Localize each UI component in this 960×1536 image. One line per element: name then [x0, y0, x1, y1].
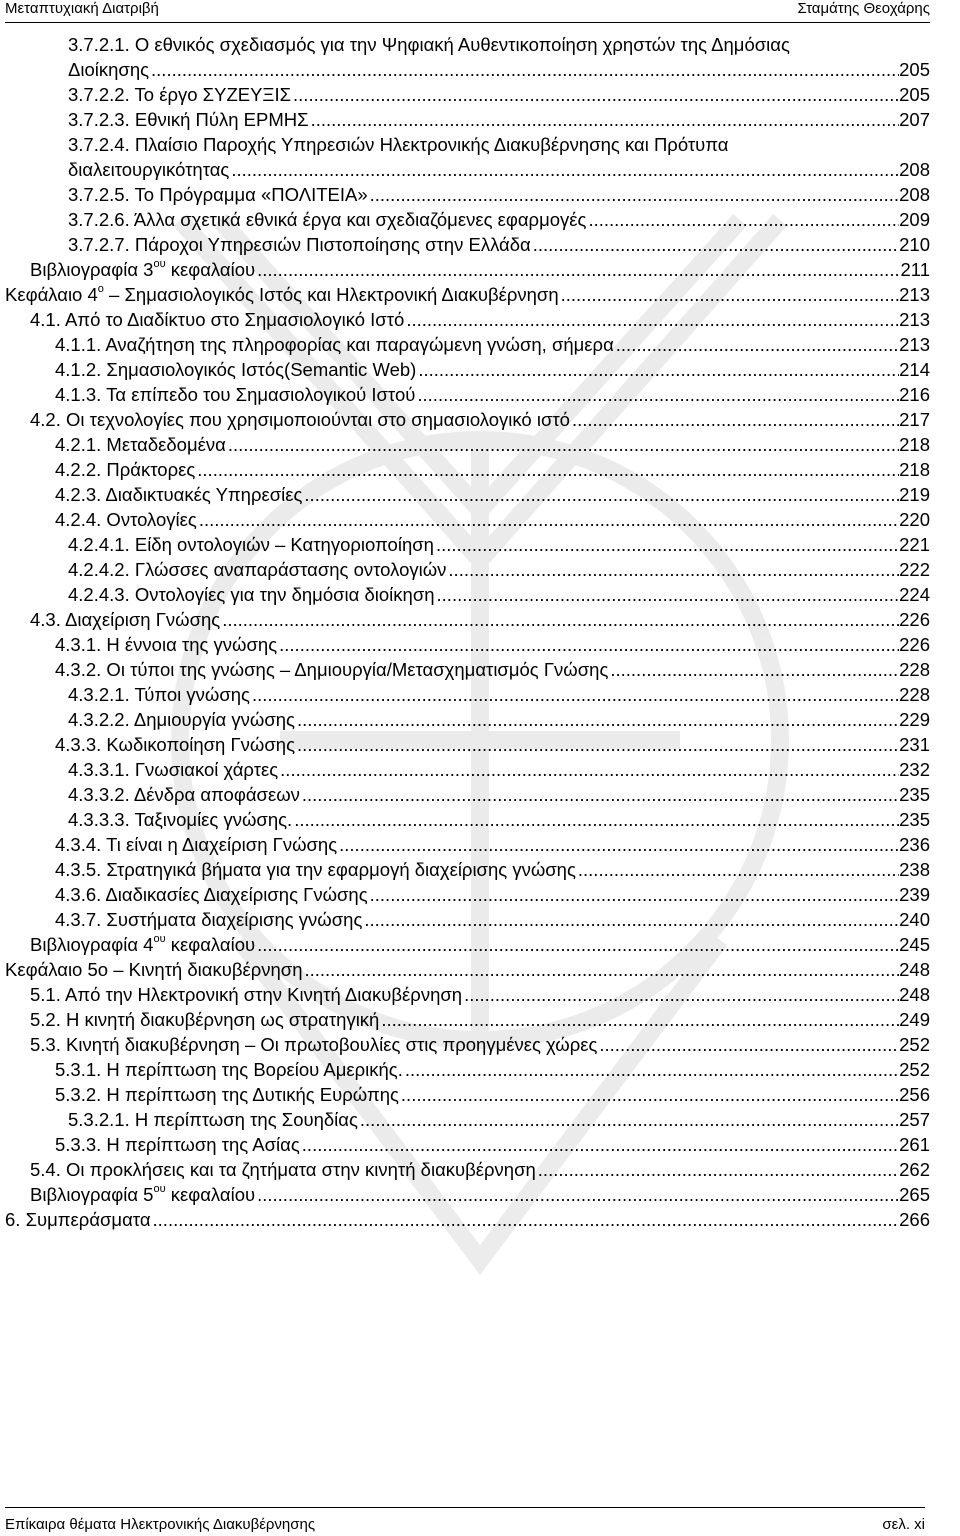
toc-entry-title: 5.3.3. Η περίπτωση της Ασίας: [55, 1134, 300, 1155]
toc-page-number: 235: [899, 784, 930, 805]
toc-entry-title: 5.3.1. Η περίπτωση της Βορείου Αμερικής.: [55, 1059, 403, 1080]
toc-page-number: 210: [899, 234, 930, 255]
toc-entry-title: 4.3.3.3. Ταξινομίες γνώσης.: [68, 809, 293, 830]
leader-dots: [339, 833, 899, 857]
page-footer: [5, 1507, 925, 1534]
toc-entry[interactable]: [68, 808, 930, 832]
toc-entry[interactable]: [55, 1133, 930, 1157]
toc-page-number: 221: [899, 534, 930, 555]
toc-page-number: 213: [899, 334, 930, 355]
toc-entry[interactable]: [55, 1058, 930, 1082]
leader-dots: [360, 1108, 899, 1132]
toc-entry[interactable]: [30, 983, 930, 1007]
toc-page-number: 213: [899, 309, 930, 330]
toc-entry[interactable]: [55, 908, 930, 932]
toc-page-number: 265: [899, 1184, 930, 1205]
toc-page-number: 266: [899, 1209, 930, 1230]
toc-entry[interactable]: [68, 133, 930, 157]
toc-page-number: 228: [899, 684, 930, 705]
leader-dots: [294, 808, 899, 832]
toc-page-number: 261: [899, 1134, 930, 1155]
leader-dots: [381, 1008, 899, 1032]
toc-entry[interactable]: [68, 158, 930, 182]
leader-dots: [437, 583, 900, 607]
toc-entry[interactable]: [30, 1158, 930, 1182]
toc-page-number: 231: [899, 734, 930, 755]
toc-entry[interactable]: [30, 608, 930, 632]
page-header: [5, 0, 930, 23]
toc-entry-title: 4.2. Οι τεχνολογίες που χρησιμοποιούνται στο σημασιολογικό ιστό: [30, 409, 570, 430]
toc-entry[interactable]: [55, 883, 930, 907]
toc-page-number: 257: [899, 1109, 930, 1130]
leader-dots: [572, 408, 899, 432]
toc-page-number: 252: [899, 1034, 930, 1055]
toc-entry[interactable]: [55, 433, 930, 457]
toc-page-number: 224: [899, 584, 930, 605]
leader-dots: [302, 1133, 899, 1157]
toc-entry-title: 3.7.2.3. Εθνική Πύλη ΕΡΜΗΣ: [68, 109, 309, 130]
toc-entry-title: 5.1. Από την Ηλεκτρονική στην Κινητή Διακυβέρνηση: [30, 984, 463, 1005]
leader-dots: [153, 1208, 900, 1232]
toc-entry-title: 4.2.4.3. Οντολογίες για την δημόσια διοίκηση: [68, 584, 435, 605]
leader-dots: [370, 883, 899, 907]
toc-page-number: 248: [899, 959, 930, 980]
toc-entry[interactable]: [68, 583, 930, 607]
toc-page-number: 240: [899, 909, 930, 930]
toc-page-number: 208: [899, 184, 930, 205]
toc-page-number: 226: [899, 634, 930, 655]
leader-dots: [417, 383, 899, 407]
toc-page-number: 207: [899, 109, 930, 130]
leader-dots: [231, 158, 899, 182]
toc-entry-title: 4.3.2. Οι τύποι της γνώσης – Δημιουργία/Μετασχηματισμός Γνώσης: [55, 659, 609, 680]
toc-entry[interactable]: [55, 333, 930, 357]
toc-entry-title: Βιβλιογραφία $4^{o\upsilon}$ κεφαλαίου: [30, 933, 256, 955]
toc-entry[interactable]: [68, 758, 930, 782]
toc-entry-title: 4.2.2. Πράκτορες: [55, 459, 196, 480]
toc-entry[interactable]: [55, 508, 930, 532]
toc-entry-title: 4.3.7. Συστήματα διαχείρισης γνώσης: [55, 909, 363, 930]
leader-dots: [418, 358, 899, 382]
leader-dots: [533, 233, 899, 257]
leader-dots: [406, 308, 899, 332]
footer-title: Επίκαιρα θέματα Ηλεκτρονικής Διακυβέρνησης: [5, 1516, 316, 1533]
toc-entry-title: 4.3. Διαχείριση Γνώσης: [30, 609, 221, 630]
leader-dots: [588, 208, 899, 232]
toc-entry-title: 4.2.4.1. Είδη οντολογιών – Κατηγοριοποίηση: [68, 534, 434, 555]
toc-entry-title: 4.1.3. Τα επίπεδο του Σημασιολογικού Ιστού: [55, 384, 416, 405]
toc-entry-title: 4.3.5. Στρατηγικά βήματα για την εφαρμογή διαχείρισης γνώσης: [55, 859, 576, 880]
toc-entry[interactable]: [68, 533, 930, 557]
toc-entry-title: 5.3. Κινητή διακυβέρνηση – Οι πρωτοβουλίες στις προηγμένες χώρες: [30, 1034, 598, 1055]
toc-entry-title: 4.3.2.2. Δημιουργία γνώσης: [68, 709, 295, 730]
toc-entry[interactable]: [55, 633, 930, 657]
toc-entry-title: Βιβλιογραφία $3^{o\upsilon}$ κεφαλαίου: [30, 258, 256, 280]
toc-entry[interactable]: [30, 1008, 930, 1032]
toc-entry[interactable]: [30, 1033, 930, 1057]
toc-entry[interactable]: [68, 1108, 930, 1132]
toc-entry-title: 4.3.3.1. Γνωσιακοί χάρτες: [68, 759, 279, 780]
leader-dots: [436, 533, 899, 557]
toc-entry-title: 4.2.1. Μεταδεδομένα: [55, 434, 226, 455]
toc-page-number: 208: [899, 159, 930, 180]
leader-dots: [302, 783, 899, 807]
toc-entry[interactable]: [55, 458, 930, 482]
leader-dots: [293, 83, 899, 107]
toc-page-number: 235: [899, 809, 930, 830]
toc-entry-title: 3.7.2.2. Το έργο ΣΥΖΕΥΞΙΣ: [68, 84, 292, 105]
toc-entry[interactable]: [68, 708, 930, 732]
toc-entry[interactable]: [68, 33, 930, 57]
toc-page-number: 205: [899, 84, 930, 105]
leader-dots: [197, 458, 899, 482]
toc-entry-title: 4.1.1. Αναζήτηση της πληροφορίας και παραγώμενη γνώση, σήμερα: [55, 334, 614, 355]
toc-page-number: 218: [899, 459, 930, 480]
toc-entry-title: Διοίκησης: [68, 59, 150, 80]
toc-entry-title: διαλειτουργικότητας: [68, 159, 230, 180]
toc-entry[interactable]: [68, 83, 930, 107]
toc-page-number: 219: [899, 484, 930, 505]
toc-page-number: 249: [899, 1009, 930, 1030]
toc-entry[interactable]: [55, 833, 930, 857]
toc-page-number: 232: [899, 759, 930, 780]
toc-page-number: 217: [899, 409, 930, 430]
toc-page-number: 252: [899, 1059, 930, 1080]
toc-entry[interactable]: [55, 1083, 930, 1107]
leader-dots: [297, 708, 899, 732]
leader-dots: [448, 558, 899, 582]
toc-entry[interactable]: [30, 408, 930, 432]
toc-entry-title: 5.3.2.1. Η περίπτωση της Σουηδίας: [68, 1109, 358, 1130]
leader-dots: [304, 483, 899, 507]
leader-dots: [280, 758, 899, 782]
toc-entry-title: 4.3.3.2. Δένδρα αποφάσεων: [68, 784, 300, 805]
leader-dots: [222, 608, 899, 632]
toc-page-number: 209: [899, 209, 930, 230]
toc-entry[interactable]: [30, 258, 930, 282]
toc-entry[interactable]: [68, 683, 930, 707]
leader-dots: [616, 333, 899, 357]
leader-dots: [304, 958, 899, 982]
toc-entry-title: 4.2.3. Διαδικτυακές Υπηρεσίες: [55, 484, 303, 505]
leader-dots: [405, 1058, 899, 1082]
toc-entry-title: 5.3.2. Η περίπτωση της Δυτικής Ευρώπης: [55, 1084, 399, 1105]
footer-page-number: σελ. xi: [882, 1516, 925, 1533]
toc-entry-title: Κεφάλαιο 5ο – Κινητή διακυβέρνηση: [5, 959, 303, 980]
toc-entry-title: 6. Συμπεράσματα: [5, 1209, 151, 1230]
leader-dots: [538, 1158, 899, 1182]
leader-dots: [599, 1033, 899, 1057]
leader-dots: [199, 508, 899, 532]
toc-entry[interactable]: [5, 283, 930, 307]
toc-entry[interactable]: [68, 108, 930, 132]
toc-entry-title: Βιβλιογραφία $5^{o\upsilon}$ κεφαλαίου: [30, 1183, 256, 1205]
toc-page-number: 228: [899, 659, 930, 680]
leader-dots: [257, 933, 899, 957]
toc-entry-title: 4.1. Από το Διαδίκτυο στο Σημασιολογικό Ιστό: [30, 309, 405, 330]
header-author-name: Σταμάτης Θεοχάρης: [797, 0, 930, 17]
toc-page-number: 211: [900, 259, 930, 280]
toc-page-number: 248: [899, 984, 930, 1005]
toc-page-number: 218: [899, 434, 930, 455]
toc-entry[interactable]: [30, 308, 930, 332]
toc-entry-title: 4.3.3. Κωδικοποίηση Γνώσης: [55, 734, 295, 755]
leader-dots: [279, 633, 899, 657]
toc-entry-title: 4.3.4. Τι είναι η Διαχείριση Γνώσης: [55, 834, 338, 855]
toc-entry[interactable]: [55, 858, 930, 882]
toc-page-number: 205: [899, 59, 930, 80]
toc-entry-title: 4.1.2. Σημασιολογικός Ιστός(Semantic Web): [55, 359, 417, 380]
toc-page-number: 216: [899, 384, 930, 405]
toc-page-number: 262: [899, 1159, 930, 1180]
toc-entry-title: 5.4. Οι προκλήσεις και τα ζητήματα στην κινητή διακυβέρνηση: [30, 1159, 536, 1180]
toc-entry[interactable]: [55, 658, 930, 682]
toc-entry[interactable]: [55, 358, 930, 382]
toc-entry[interactable]: [68, 233, 930, 257]
toc-page-number: 245: [899, 934, 930, 955]
leader-dots: [464, 983, 899, 1007]
toc-page-number: 222: [899, 559, 930, 580]
toc-entry[interactable]: [68, 558, 930, 582]
toc-entry-title: 3.7.2.5. Το Πρόγραμμα «ΠΟΛΙΤΕΙΑ»: [68, 184, 368, 205]
leader-dots: [610, 658, 899, 682]
toc-page-number: 220: [899, 509, 930, 530]
leader-dots: [252, 683, 899, 707]
toc-entry-title: 4.2.4.2. Γλώσσες αναπαράστασης οντολογιών: [68, 559, 447, 580]
leader-dots: [151, 58, 899, 82]
toc-entry[interactable]: [55, 733, 930, 757]
leader-dots: [228, 433, 899, 457]
toc-page-number: 236: [899, 834, 930, 855]
toc-entry-title: 3.7.2.4. Πλαίσιο Παροχής Υπηρεσιών Ηλεκτρονικής Διακυβέρνησης και Πρότυπα: [68, 134, 729, 155]
leader-dots: [257, 258, 900, 282]
toc-entry[interactable]: [5, 958, 930, 982]
toc-entry-title: Κεφάλαιο $4^o$ – Σημασιολογικός Ιστός και Ηλεκτρονική Διακυβέρνηση: [5, 283, 559, 305]
toc-page-number: 214: [899, 359, 930, 380]
toc-page-number: 239: [899, 884, 930, 905]
toc-entry[interactable]: [30, 1183, 930, 1207]
leader-dots: [257, 1183, 899, 1207]
toc-page-number: 238: [899, 859, 930, 880]
leader-dots: [311, 108, 900, 132]
leader-dots: [561, 283, 900, 307]
toc-page-number: 213: [899, 284, 930, 305]
toc-entry-title: 4.3.2.1. Τύποι γνώσης: [68, 684, 250, 705]
toc-entry[interactable]: [68, 183, 930, 207]
toc-entry-title: 3.7.2.7. Πάροχοι Υπηρεσιών Πιστοποίησης στην Ελλάδα: [68, 234, 531, 255]
leader-dots: [297, 733, 899, 757]
leader-dots: [401, 1083, 899, 1107]
toc-entry[interactable]: [5, 1208, 930, 1232]
toc-entry[interactable]: [55, 483, 930, 507]
leader-dots: [364, 908, 899, 932]
header-thesis-label: Μεταπτυχιακή Διατριβή: [5, 0, 159, 17]
toc-page-number: 229: [899, 709, 930, 730]
leader-dots: [370, 183, 900, 207]
leader-dots: [578, 858, 899, 882]
toc-entry[interactable]: [68, 783, 930, 807]
toc-entry-title: 5.2. Η κινητή διακυβέρνηση ως στρατηγική: [30, 1009, 380, 1030]
toc-entry[interactable]: [68, 58, 930, 82]
toc-entry[interactable]: [55, 383, 930, 407]
toc-entry-title: 4.2.4. Οντολογίες: [55, 509, 197, 530]
toc-page-number: 256: [899, 1084, 930, 1105]
toc-page-number: 226: [899, 609, 930, 630]
toc-entry[interactable]: [30, 933, 930, 957]
toc-entry-title: 3.7.2.6. Άλλα σχετικά εθνικά έργα και σχεδιαζόμενες εφαρμογές: [68, 209, 587, 230]
toc-entry-title: 4.3.1. Η έννοια της γνώσης: [55, 634, 278, 655]
toc-entry[interactable]: [68, 208, 930, 232]
toc-entry-title: 3.7.2.1. Ο εθνικός σχεδιασμός για την Ψηφιακή Αυθεντικοποίηση χρηστών της Δημόσιας: [68, 34, 790, 55]
toc-entry-title: 4.3.6. Διαδικασίες Διαχείρισης Γνώσης: [55, 884, 368, 905]
